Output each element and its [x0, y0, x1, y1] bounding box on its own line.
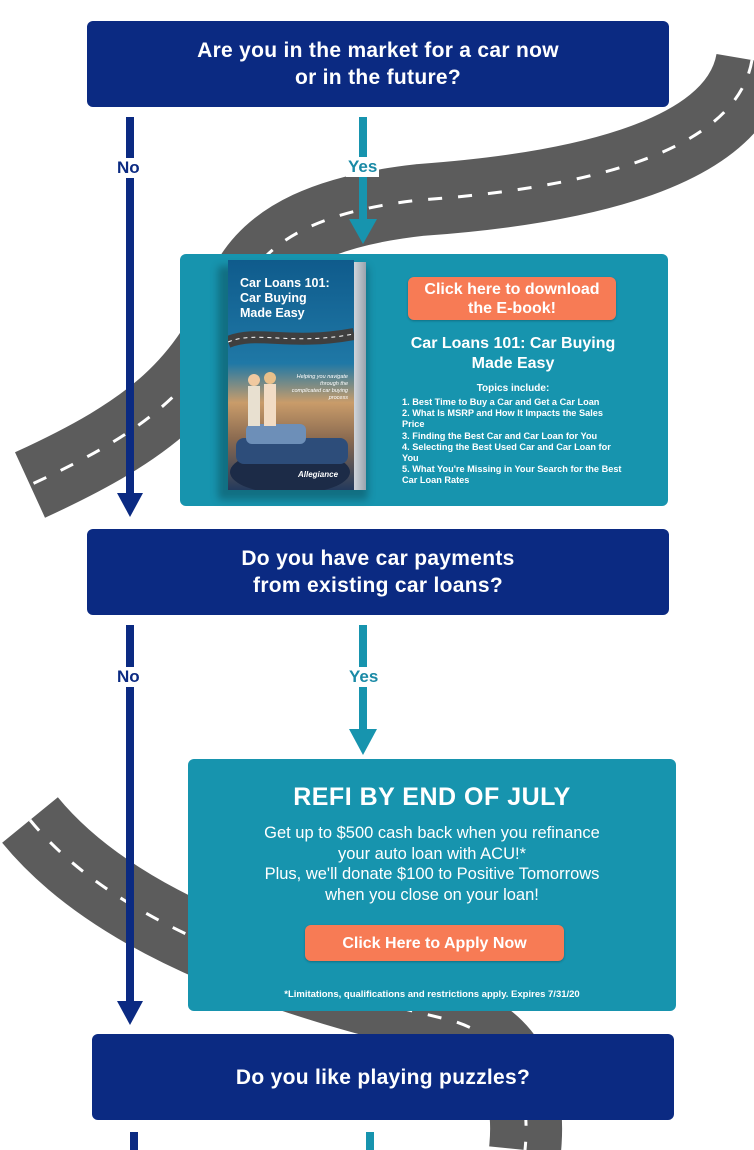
q3-no-arrow-stub [130, 1132, 138, 1150]
q1-yes-label: Yes [348, 157, 378, 176]
topic-item: 2. What Is MSRP and How It Impacts the Sales Price [402, 408, 603, 430]
refi-panel [188, 759, 676, 1011]
topic-item: 1. Best Time to Buy a Car and Get a Car Loan [402, 397, 600, 407]
question-1-line-2: or in the future? [294, 66, 462, 89]
q3-yes-arrow-stub [366, 1132, 374, 1150]
question-1-line-1: Are you in the market for a car now [197, 39, 559, 62]
topic-item: 3. Finding the Best Car and Car Loan for You [402, 430, 598, 441]
ebook-panel [180, 254, 668, 506]
q1-no-label: No [117, 158, 140, 177]
question-3-box [92, 1034, 674, 1120]
ebook-title: Car Loans 101: Car Buying Made Easy [410, 335, 616, 372]
refi-body: Get up to $500 cash back when you refinance your auto loan with ACU!* Plus, we'll donate $100 to Positive Tomorrows when you close on your loan! [264, 824, 600, 904]
ebook-cover-title: Car Loans 101: Car Buying Made Easy [240, 276, 330, 320]
topics-heading: Topics include: [476, 383, 550, 394]
q1-yes-arrow [349, 117, 377, 244]
q2-no-label: No [117, 667, 140, 686]
question-1-box [87, 21, 669, 107]
question-2-box [87, 529, 669, 615]
ebook-cover-image[interactable] [228, 260, 354, 490]
topic-item: 4. Selecting the Best Used Car and Car Loan for You [402, 441, 611, 464]
question-3-line-1: Do you like playing puzzles? [235, 1065, 531, 1089]
ebook-cover-tagline: Helping you navigate through the complicated car buying process [291, 374, 348, 401]
refi-disclaimer: *Limitations, qualifications and restrictions apply. Expires 7/31/20 [284, 989, 580, 1000]
ebook-cover-spine [352, 262, 366, 490]
question-2-line-2: from existing car loans? [253, 574, 503, 597]
refi-title: REFI BY END OF JULY [293, 783, 571, 811]
question-2-line-1: Do you have car payments [241, 547, 515, 570]
q2-yes-arrow [349, 625, 377, 755]
topics-list [402, 397, 624, 487]
cover-road-graphic [228, 324, 354, 354]
download-ebook-button[interactable]: Click here to download the E-book! [408, 277, 616, 320]
topic-item: 5. What You're Missing in Your Search for the Best Car Loan Rates [402, 464, 622, 486]
q2-yes-label: Yes [349, 667, 379, 686]
apply-now-button[interactable]: Click Here to Apply Now [305, 925, 564, 961]
allegiance-logo: Allegiance [298, 470, 339, 479]
